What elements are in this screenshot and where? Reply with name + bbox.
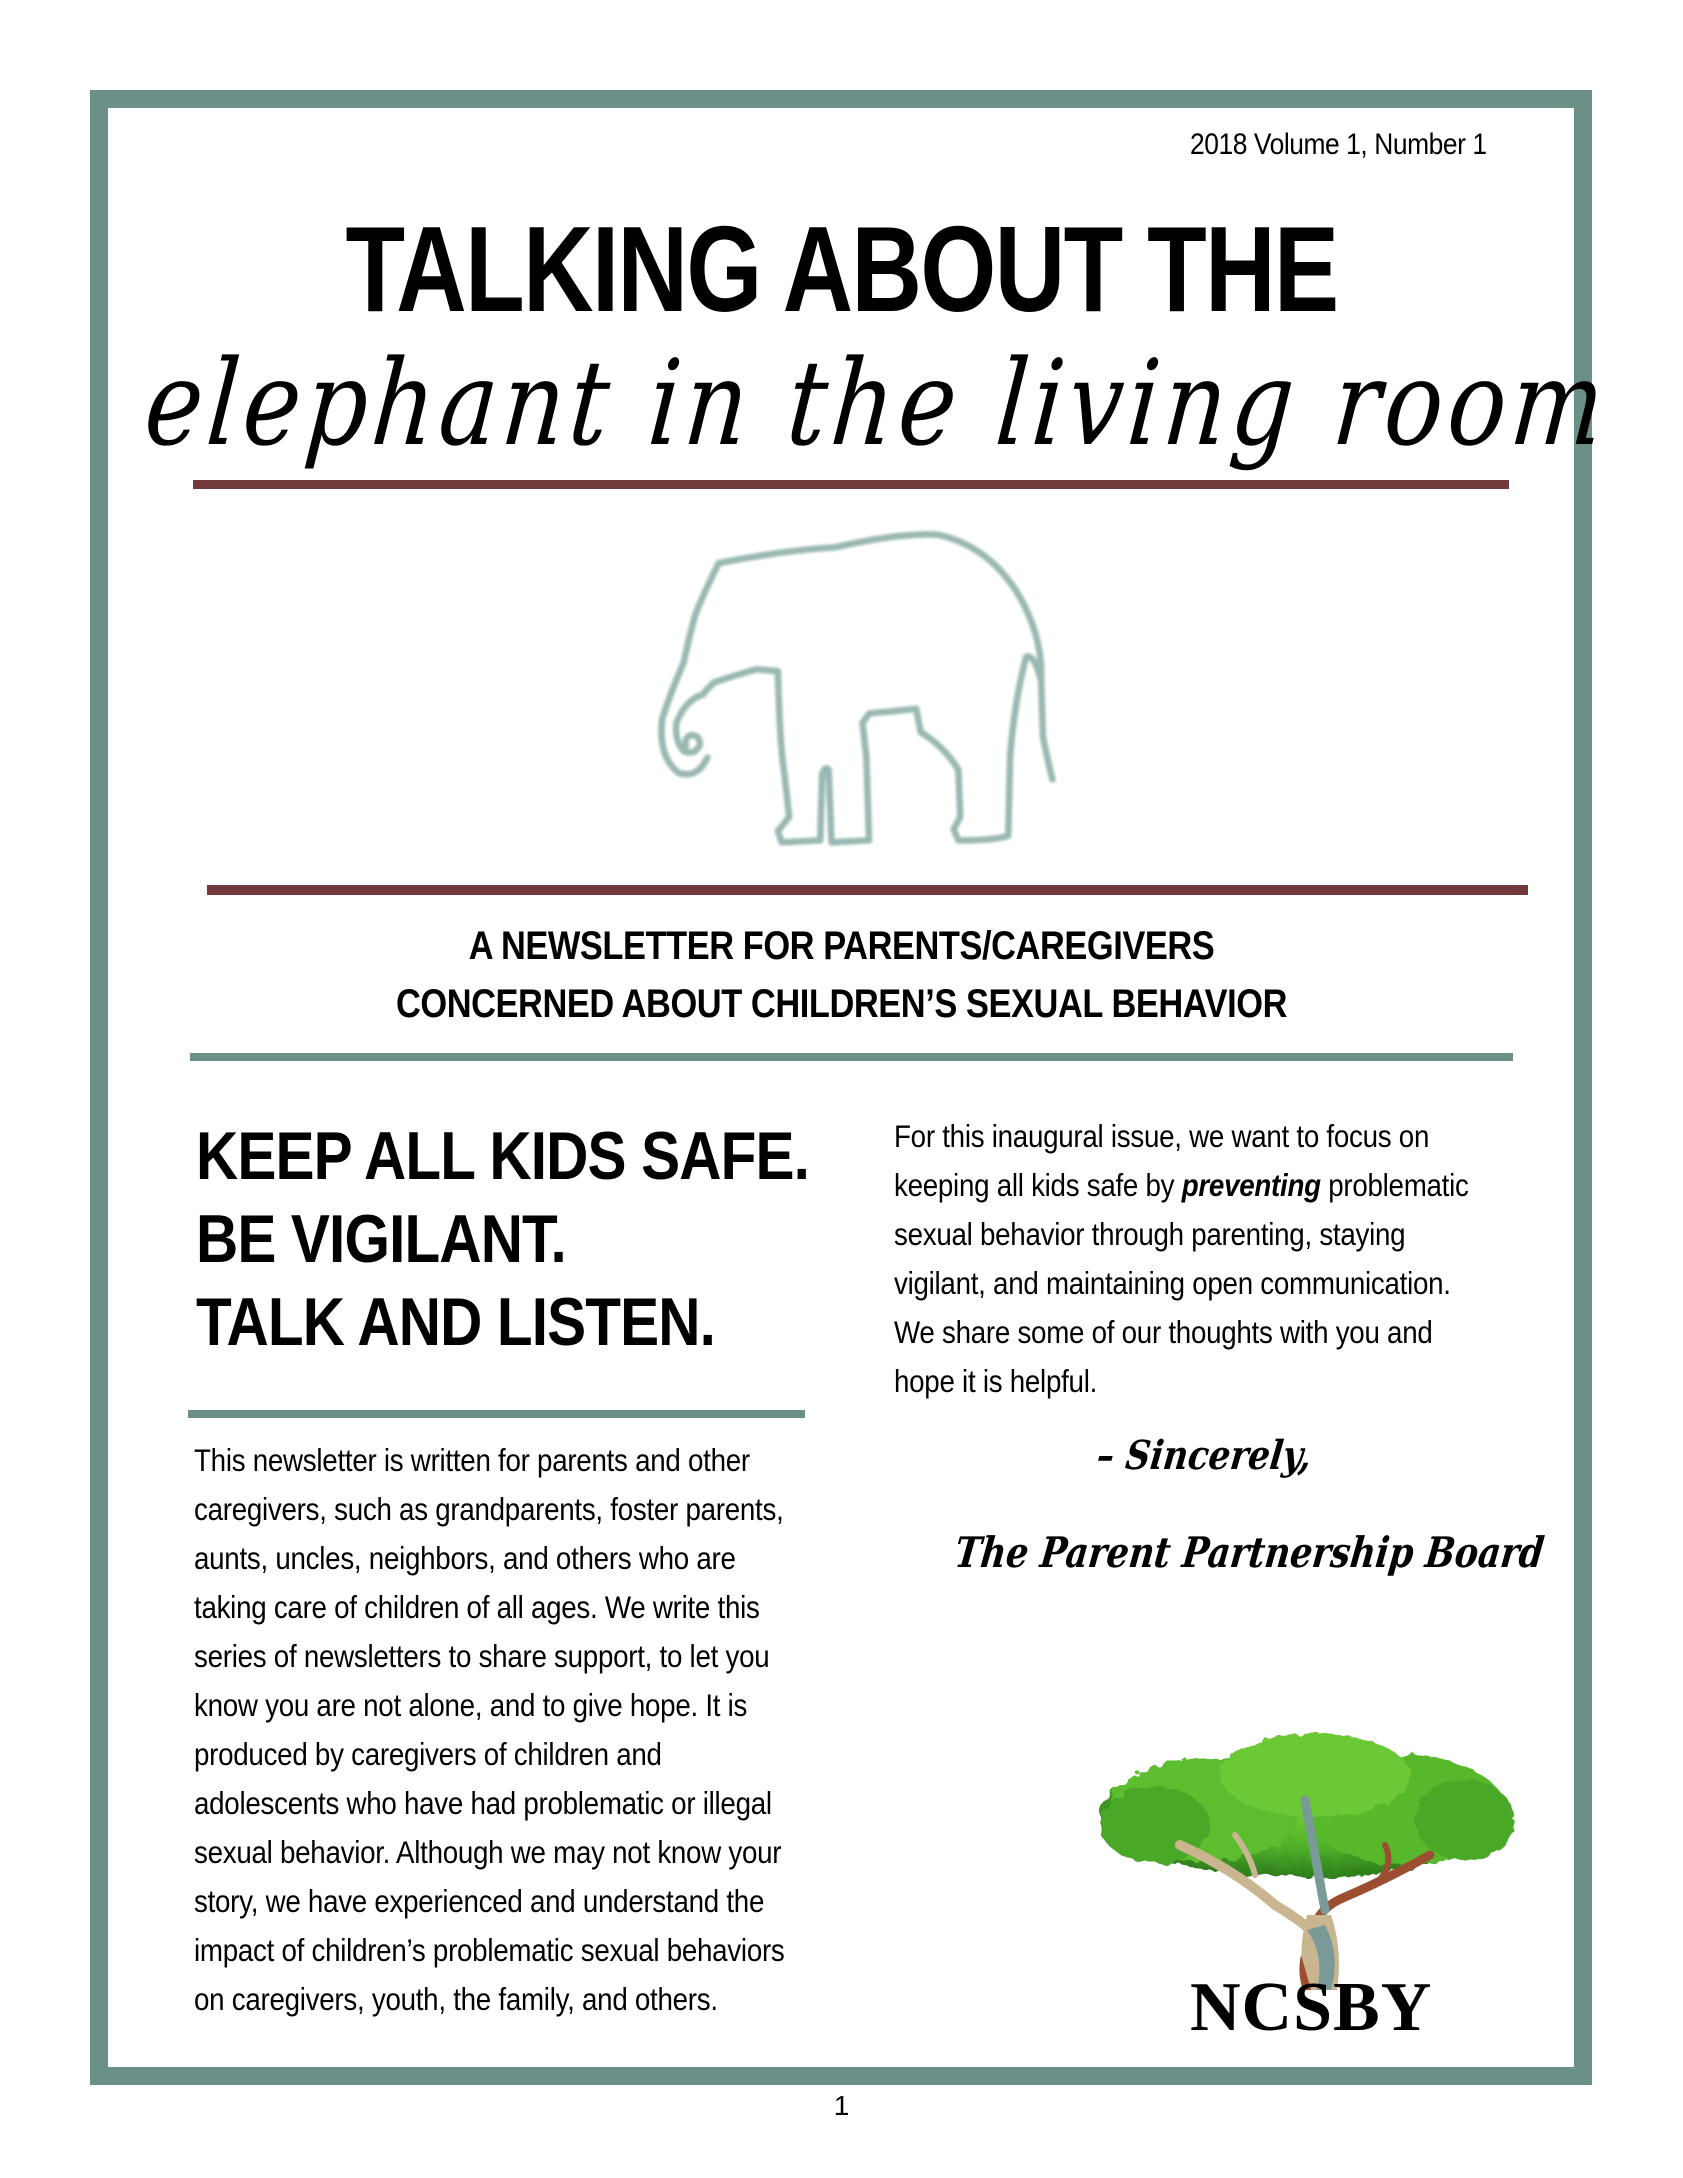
about-line: caregivers, such as grandparents, foster parents, — [194, 1491, 784, 1527]
intro-line: For this inaugural issue, we want to focus on — [894, 1118, 1430, 1154]
headline-line: KEEP ALL KIDS SAFE. — [196, 1118, 809, 1194]
intro-line — [894, 1161, 1469, 1210]
headline-line: BE VIGILANT. — [196, 1201, 566, 1277]
about-line: on caregivers, youth, the family, and others. — [194, 1981, 718, 2017]
intro-text: keeping all kids safe by — [894, 1167, 1182, 1203]
issue-info: 2018 Volume 1, Number 1 — [1190, 128, 1487, 161]
intro-line: vigilant, and maintaining open communication. — [894, 1265, 1451, 1301]
about-paragraph — [194, 1436, 785, 2024]
emphasis-text: preventing — [1181, 1167, 1321, 1203]
intro-line: We share some of our thoughts with you and — [894, 1314, 1433, 1350]
about-line: story, we have experienced and understand the — [194, 1883, 765, 1919]
teal-divider-left — [188, 1410, 805, 1418]
about-line: sexual behavior. Although we may not know your — [194, 1834, 782, 1870]
newsletter-subtitle-line2: CONCERNED ABOUT CHILDREN’S SEXUAL BEHAVIOR — [395, 982, 1288, 1026]
intro-line: sexual behavior through parenting, staying — [894, 1216, 1406, 1252]
maroon-divider-bottom — [207, 885, 1528, 895]
about-line: taking care of children of all ages. We write this — [194, 1589, 760, 1625]
masthead-script-title: elephant in the living room — [139, 334, 1615, 472]
maroon-divider-top — [193, 480, 1509, 489]
signature-signer: The Parent Partnership Board — [952, 1528, 1547, 1577]
about-line: produced by caregivers of children and — [194, 1736, 662, 1772]
newsletter-subtitle-line1: A NEWSLETTER FOR PARENTS/CAREGIVERS — [468, 924, 1215, 968]
about-line: know you are not alone, and to give hope. It is — [194, 1687, 748, 1723]
about-line: impact of children’s problematic sexual behaviors — [194, 1932, 785, 1968]
tree-icon — [1085, 1705, 1525, 2005]
about-line: series of newsletters to share support, to let you — [194, 1638, 770, 1674]
ncsby-logo-text: NCSBY — [1190, 1969, 1433, 2046]
intro-text: problematic — [1320, 1167, 1469, 1203]
intro-line: hope it is helpful. — [894, 1363, 1098, 1399]
signature-closing: – Sincerely, — [1094, 1432, 1315, 1479]
masthead-title: TALKING ABOUT THE — [345, 201, 1338, 337]
intro-paragraph — [894, 1112, 1469, 1406]
about-line: adolescents who have had problematic or illegal — [194, 1785, 772, 1821]
about-line: aunts, uncles, neighbors, and others who are — [194, 1540, 736, 1576]
elephant-outline-icon — [620, 510, 1090, 870]
page-number: 1 — [833, 2090, 850, 2121]
about-line: This newsletter is written for parents and other — [194, 1442, 750, 1478]
headline — [196, 1115, 809, 1364]
headline-line: TALK AND LISTEN. — [196, 1284, 716, 1360]
teal-divider-full — [190, 1053, 1513, 1061]
